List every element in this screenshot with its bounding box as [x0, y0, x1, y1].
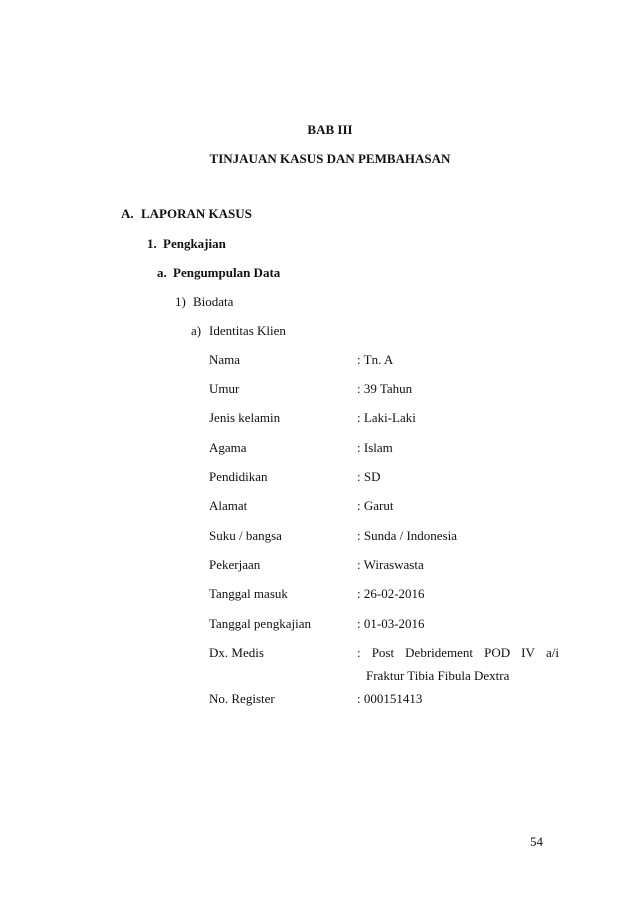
dx-medis-word: : — [357, 645, 361, 660]
identity-value: : 01-03-2016 — [357, 616, 425, 631]
dx-medis-label: Dx. Medis — [209, 645, 264, 660]
dx-medis-word: POD — [484, 645, 511, 660]
identity-value: : Sunda / Indonesia — [357, 528, 458, 543]
identity-label: Jenis kelamin — [209, 410, 281, 425]
register-label: No. Register — [209, 691, 275, 706]
section-identitas-title: Identitas Klien — [209, 323, 286, 338]
section-identitas-marker: a) — [191, 323, 202, 338]
identity-value: : Tn. A — [357, 352, 394, 367]
identity-value: : 26-02-2016 — [357, 586, 425, 601]
identity-label: Nama — [209, 352, 241, 367]
chapter-number: BAB III — [307, 122, 353, 137]
dx-medis-value-line2: Fraktur Tibia Fibula Dextra — [366, 668, 510, 683]
register-value: : 000151413 — [357, 691, 423, 706]
identity-value: : Laki-Laki — [357, 410, 416, 425]
identity-value: : Islam — [357, 440, 393, 455]
identity-value: : SD — [357, 469, 381, 484]
dx-medis-word: IV — [521, 645, 535, 660]
section-biodata-title: Biodata — [193, 294, 234, 309]
identity-label: Alamat — [209, 498, 248, 513]
section-biodata-marker: 1) — [175, 294, 186, 309]
identity-value: : Garut — [357, 498, 394, 513]
identity-label: Suku / bangsa — [209, 528, 282, 543]
identity-label: Pendidikan — [209, 469, 268, 484]
section-a-title: LAPORAN KASUS — [141, 206, 252, 221]
identity-value: : 39 Tahun — [357, 381, 413, 396]
identity-label: Agama — [209, 440, 247, 455]
section-a-sub-marker: a. — [157, 265, 167, 280]
identity-label: Umur — [209, 381, 240, 396]
dx-medis-value-line1 — [357, 645, 559, 661]
chapter-title: TINJAUAN KASUS DAN PEMBAHASAN — [209, 151, 451, 166]
section-1-marker: 1. — [147, 236, 157, 251]
identity-label: Tanggal masuk — [209, 586, 288, 601]
section-1-title: Pengkajian — [163, 236, 226, 251]
page-number: 54 — [530, 834, 543, 849]
dx-medis-word: Debridement — [405, 645, 474, 660]
section-a-sub-title: Pengumpulan Data — [173, 265, 281, 280]
identity-value: : Wiraswasta — [357, 557, 424, 572]
identity-label: Pekerjaan — [209, 557, 261, 572]
identity-label: Tanggal pengkajian — [209, 616, 311, 631]
section-a-marker: A. — [121, 206, 134, 221]
dx-medis-word: a/i — [545, 645, 559, 660]
dx-medis-word: Post — [371, 645, 395, 660]
